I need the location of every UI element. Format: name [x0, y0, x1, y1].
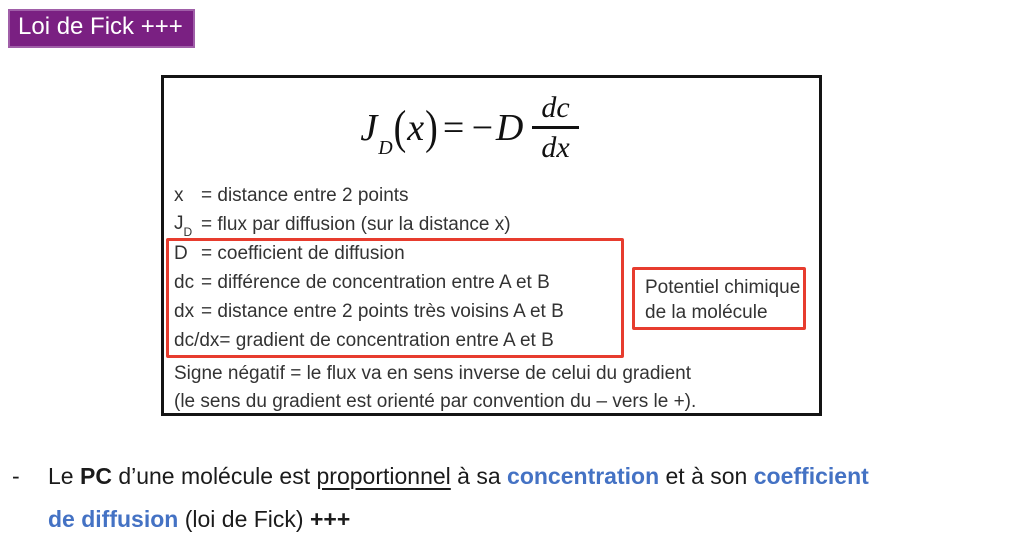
text-pc-bold: PC	[79, 463, 112, 489]
text-segment: Le	[48, 463, 80, 489]
figure-content	[164, 78, 819, 413]
equation-open-paren: (	[393, 101, 408, 154]
text-proportionnel-underlined: proportionnel	[316, 463, 451, 489]
definition-term: x	[174, 184, 184, 206]
definition-text: = coefficient de diffusion	[201, 242, 405, 264]
definition-text: = distance entre 2 points	[201, 184, 409, 206]
equation-minus-D: −D	[469, 106, 525, 149]
text-de-diffusion-blue: de diffusion	[48, 506, 179, 532]
equation-close-paren: )	[425, 101, 439, 154]
text-segment: d’une molécule est	[111, 463, 317, 489]
summary-line-1	[48, 461, 869, 491]
equation-fraction	[532, 90, 578, 164]
equation-J-subscript: D	[378, 137, 394, 160]
chemical-potential-callout	[632, 267, 806, 330]
callout-line-1: Potentiel chimique	[645, 277, 801, 298]
definition-text: = distance entre 2 points très voisins A et B	[201, 300, 564, 322]
definition-term-main: J	[174, 212, 184, 234]
text-segment: à sa	[450, 463, 508, 489]
equation-lhs	[360, 101, 525, 160]
definition-term: dc	[174, 271, 195, 293]
fraction-denominator: dx	[541, 130, 570, 164]
page-title: Loi de Fick +++	[8, 9, 195, 48]
text-plus-bold: +++	[309, 506, 351, 532]
note-line-1: Signe négatif = le flux va en sens inverse de celui du gradient	[174, 363, 692, 384]
definition-text: = flux par diffusion (sur la distance x)	[201, 213, 511, 235]
bullet-dash: -	[12, 463, 20, 489]
fick-law-figure	[161, 75, 822, 416]
note-line-2: (le sens du gradient est orienté par convention du – vers le +).	[174, 391, 697, 412]
red-highlight-box	[166, 238, 624, 358]
definition-term: D	[174, 242, 188, 264]
text-segment: (loi de Fick)	[178, 506, 310, 532]
summary-line-2	[48, 504, 350, 534]
definition-term: dc/dx	[174, 329, 220, 351]
fraction-numerator: dc	[532, 93, 578, 129]
text-segment: et à son	[659, 463, 754, 489]
negative-sign-note	[174, 360, 696, 416]
equation-J: J	[360, 106, 379, 149]
text-concentration-blue: concentration	[507, 463, 660, 489]
text-coefficient-blue: coefficient	[753, 463, 869, 489]
callout-line-2: de la molécule	[645, 302, 768, 323]
definition-text: = gradient de concentration entre A et B	[219, 329, 554, 351]
definition-term	[174, 212, 201, 240]
fick-equation	[142, 80, 797, 175]
equation-variable-x: x	[407, 106, 426, 149]
definition-jd	[174, 210, 564, 239]
equation-equals: =	[442, 106, 466, 149]
definition-term-subscript: D	[183, 225, 193, 240]
definition-text: = différence de concentration entre A et B	[201, 271, 550, 293]
definition-x	[174, 181, 564, 210]
definition-term: dx	[174, 300, 195, 322]
